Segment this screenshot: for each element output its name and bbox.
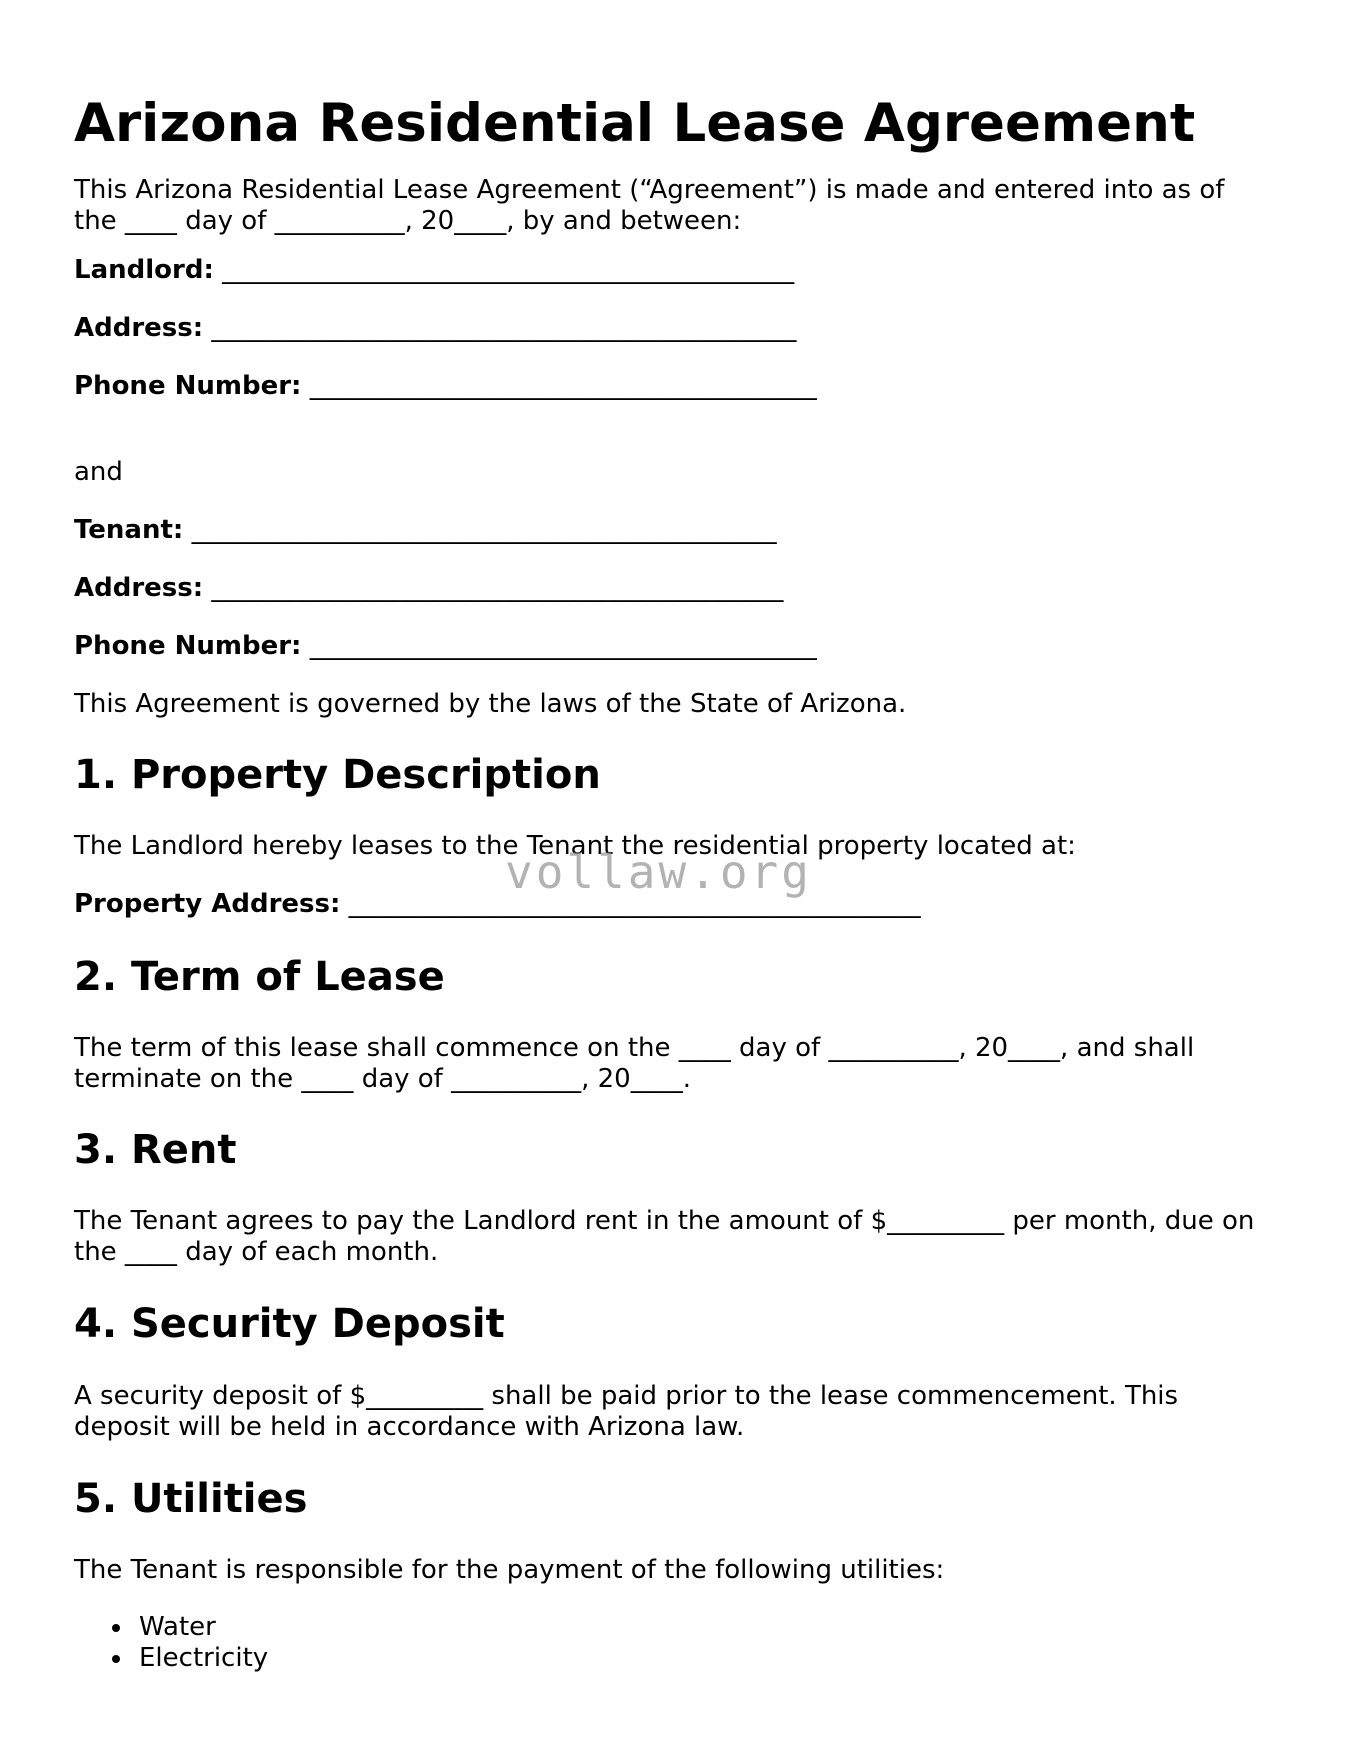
section-heading-deposit: 4. Security Deposit	[74, 1301, 505, 1347]
section-heading-property: 1. Property Description	[74, 752, 601, 798]
governing-law-text: This Agreement is governed by the laws of the State of Arizona.	[74, 689, 907, 719]
landlord-address-label: Address:	[74, 313, 204, 343]
section-text-deposit: A security deposit of $_________ shall be paid prior to the lease commencement. This deposit will be held in accordance with Arizona law.	[74, 1381, 1179, 1442]
landlord-phone-label: Phone Number:	[74, 371, 302, 401]
bullet-icon	[112, 1624, 120, 1632]
section-heading-utilities: 5. Utilities	[74, 1476, 308, 1522]
tenant-phone-field	[74, 631, 817, 662]
section-text-rent: The Tenant agrees to pay the Landlord rent in the amount of $_________ per month, due on the ____ day of each month.	[74, 1206, 1255, 1267]
list-item	[74, 1612, 268, 1643]
tenant-address-blank: ____________________________________________	[211, 573, 784, 603]
intro-paragraph: This Arizona Residential Lease Agreement (“Agreement”) is made and entered into as of the ____ day of __________, 20____, by and between:	[74, 175, 1225, 236]
landlord-name-field	[74, 255, 794, 286]
tenant-name-field	[74, 515, 777, 546]
landlord-address-blank: _____________________________________________	[211, 313, 797, 343]
tenant-address-field	[74, 573, 783, 604]
property-address-label: Property Address:	[74, 889, 341, 919]
landlord-phone-blank: _______________________________________	[309, 371, 817, 401]
utility-item-label: Electricity	[139, 1643, 269, 1673]
utilities-list	[74, 1612, 268, 1674]
bullet-icon	[112, 1655, 120, 1663]
landlord-name-label: Landlord:	[74, 255, 214, 285]
tenant-name-label: Tenant:	[74, 515, 184, 545]
utility-item-label: Water	[139, 1612, 216, 1642]
landlord-name-blank: ____________________________________________	[222, 255, 795, 285]
landlord-phone-field	[74, 371, 817, 402]
conjunction-text: and	[74, 457, 123, 487]
section-text-utilities: The Tenant is responsible for the payment of the following utilities:	[74, 1555, 945, 1585]
tenant-phone-label: Phone Number:	[74, 631, 302, 661]
section-text-property: The Landlord hereby leases to the Tenant the residential property located at:	[74, 831, 1076, 861]
tenant-phone-blank: _______________________________________	[309, 631, 817, 661]
tenant-address-label: Address:	[74, 573, 204, 603]
document-title: Arizona Residential Lease Agreement	[74, 93, 1196, 154]
watermark: vollaw.org	[505, 845, 812, 899]
section-text-term: The term of this lease shall commence on the ____ day of __________, 20____, and shall terminate on the ____ day of __________, 20____.	[74, 1033, 1195, 1094]
property-address-blank: ____________________________________________	[348, 889, 921, 919]
list-item	[74, 1643, 268, 1674]
tenant-name-blank: _____________________________________________	[191, 515, 777, 545]
landlord-address-field	[74, 313, 796, 344]
section-heading-rent: 3. Rent	[74, 1127, 237, 1173]
section-heading-term: 2. Term of Lease	[74, 954, 445, 1000]
